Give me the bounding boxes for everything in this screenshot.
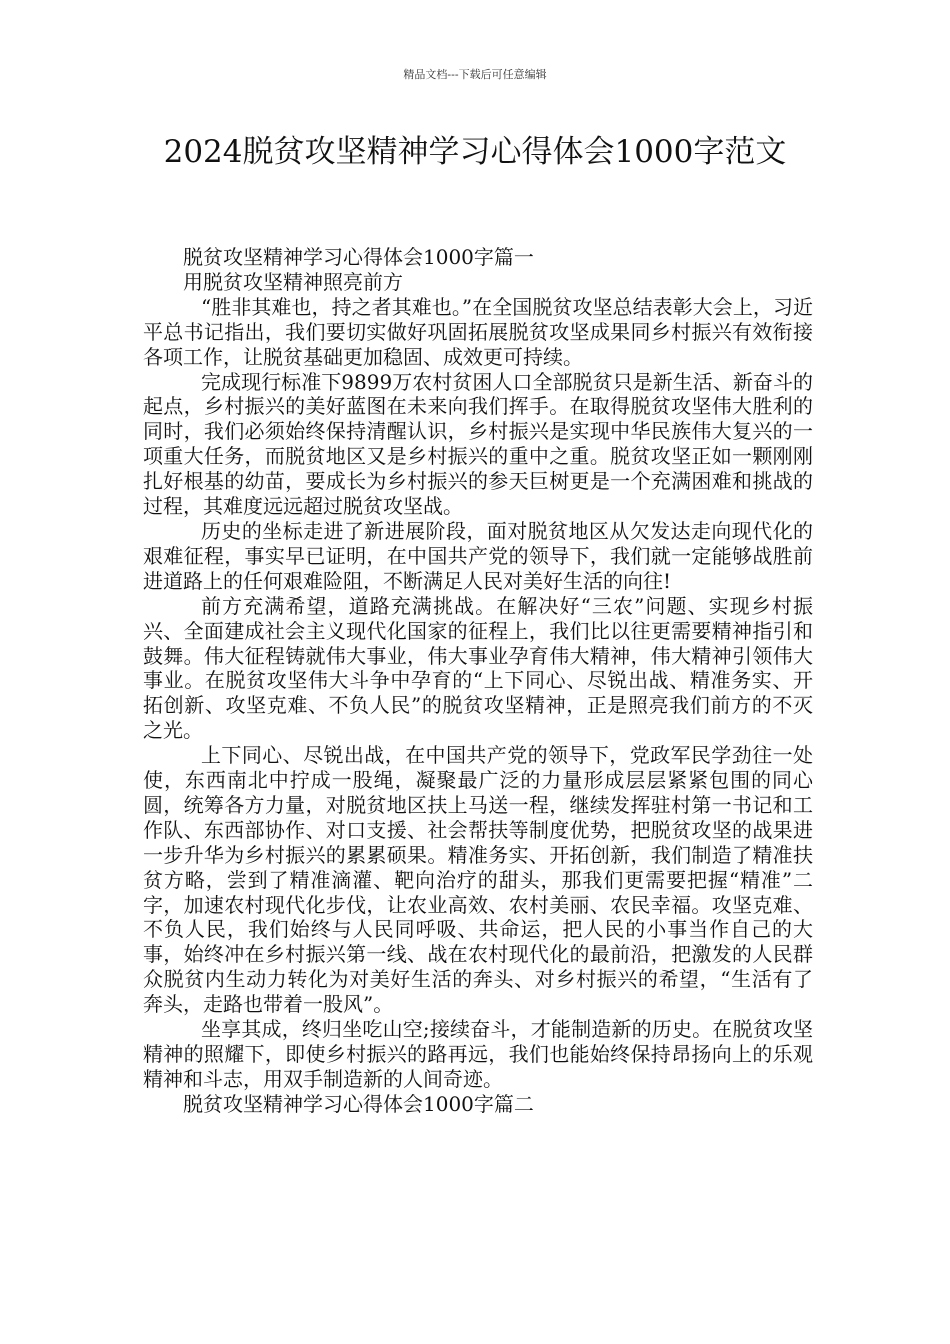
paragraph: 上下同心、尽锐出战，在中国共产党的领导下，党政军民学劲往一处使，东西南北中拧成一股绳，凝聚最广泛的力量形成层层紧紧包围的同心圆，统筹各方力量，对脱贫地区扶上马送一程，继续发挥驻村第一书记和工作队、东西部协作、对口支援、社会帮扶等制度优势，把脱贫攻坚的战果进一步升华为乡村振兴的累累硕果。精准务实、开拓创新，我们制造了精准扶贫方略，尝到了精准滴灌、靶向治疗的甜头，那我们更需要把握“精准”二字，加速农村现代化步伐，让农业高效、农村美丽、农民幸福。攻坚克难、不负人民，我们始终与人民同呼吸、共命运，把人民的小事当作自己的大事，始终冲在乡村振兴第一线、战在农村现代化的最前沿，把激发的人民群众脱贫内生动力转化为对美好生活的奔头、对乡村振兴的希望，“生活有了奔头，走路也带着一股风”。 [143,743,813,1017]
paragraph: 完成现行标准下9899万农村贫困人口全部脱贫只是新生活、新奋斗的起点，乡村振兴的美好蓝图在未来向我们挥手。在取得脱贫攻坚伟大胜利的同时，我们必须始终保持清醒认识，乡村振兴是实现中华民族伟大复兴的一项重大任务，而脱贫地区又是乡村振兴的重中之重。脱贫攻坚正如一颗刚刚扎好根基的幼苗，要成长为乡村振兴的参天巨树更是一个充满困难和挑战的过程，其难度远远超过脱贫攻坚战。 [143,369,813,519]
paragraph-quote: “胜非其难也，持之者其难也。”在全国脱贫攻坚总结表彰大会上，习近平总书记指出，我们要切实做好巩固拓展脱贫攻坚成果同乡村振兴有效衔接各项工作，让脱贫基础更加稳固、成效更可持续。 [143,294,813,369]
document-title: 2024脱贫攻坚精神学习心得体会1000字范文 [163,134,787,170]
section-heading-1: 脱贫攻坚精神学习心得体会1000字篇一 [183,245,534,269]
paragraph: 前方充满希望，道路充满挑战。在解决好“三农”问题、实现乡村振兴、全面建成社会主义现代化国家的征程上，我们比以往更需要精神指引和鼓舞。伟大征程铸就伟大事业，伟大事业孕育伟大精神，伟大精神引领伟大事业。在脱贫攻坚伟大斗争中孕育的“上下同心、尽锐出战、精准务实、开拓创新、攻坚克难、不负人民”的脱贫攻坚精神，正是照亮我们前方的不灭之光。 [143,593,813,743]
header-note: 精品文档---下载后可任意编辑 [403,68,547,81]
paragraph: 坐享其成，终归坐吃山空;接续奋斗，才能制造新的历史。在脱贫攻坚精神的照耀下，即使乡村振兴的路再远，我们也能始终保持昂扬向上的乐观精神和斗志，用双手制造新的人间奇迹。 [143,1017,813,1091]
document-body [143,245,813,1117]
paragraph: 历史的坐标走进了新进展阶段，面对脱贫地区从欠发达走向现代化的艰难征程，事实早已证明，在中国共产党的领导下，我们就一定能够战胜前进道路上的任何艰难险阻，不断满足人民对美好生活的向往! [143,518,813,593]
subheading: 用脱贫攻坚精神照亮前方 [183,269,403,294]
section-heading-2: 脱贫攻坚精神学习心得体会1000字篇二 [183,1091,534,1116]
